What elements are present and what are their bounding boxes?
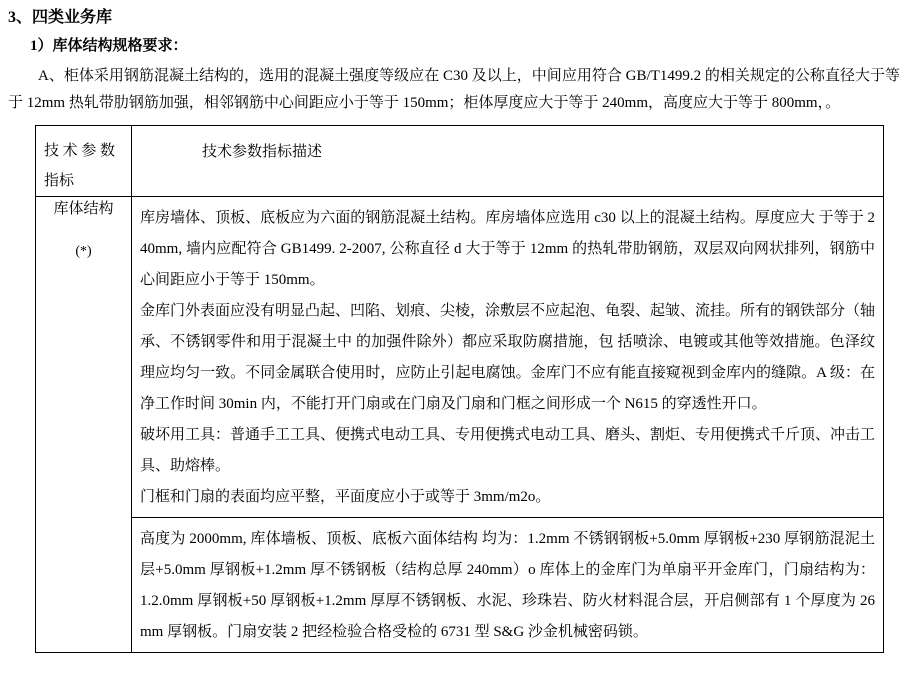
requirement-paragraph: 破坏用工具：普通手工工具、便携式电动工具、专用便携式电动工具、磨头、割炬、专用便携式千斤顶、冲击工具、助熔棒。 xyxy=(140,427,876,474)
requirement-paragraph: 金库门外表面应没有明显凸起、凹陷、划痕、尖棱，涂敷层不应起泡、龟裂、起皱、流挂。所有的钢铁部分（轴承、不锈钢零件和用于混凝土中 的加强件除外）都应采取防腐措施，包 括喷涂、电镀或其他等效措施。色泽纹理应均匀一致。不同金属联合使用时，应防止引起电腐蚀。金库门不应有能直接窥视到金库内的缝隙。A 级：在净工作时间 30min 内，不能打开门扇或在门扇及门扇和门框之间形成一个 N615 的穿透性开口。 xyxy=(140,303,876,412)
section-title: 3、四类业务库 xyxy=(8,9,113,26)
table-header-row xyxy=(36,126,884,197)
structure-requirements-cell xyxy=(132,197,884,518)
intro-paragraph: A、柜体采用钢筋混凝土结构的，选用的混凝土强度等级应在 C30 及以上，中间应用符合 GB/T1499.2 的相关规定的公称直径大于等于 12mm 热轧带肋钢筋加强，相邻钢筋中心间距应小于等于 150mm；柜体厚度应大于等于 240mm，高度应大于等于 800mm，。 xyxy=(8,68,900,111)
dimension-spec-cell xyxy=(132,518,884,653)
table-row-structure xyxy=(36,197,884,518)
section-subtitle: 1）库体结构规格要求： xyxy=(30,38,188,54)
table-row-dimensions xyxy=(36,518,884,653)
header-cell-desc: 技术参数指标描述 xyxy=(132,126,884,197)
requirement-paragraph: 门框和门扇的表面均应平整，平面度应小于或等于 3mm/m2o。 xyxy=(140,489,551,505)
row-label: 库体结构 xyxy=(53,201,114,217)
header-cell-param: 技术参数指标 xyxy=(36,126,132,197)
requirement-paragraph: 高度为 2000mm, 库体墙板、顶板、底板六面体结构 均为：1.2mm 不锈钢钢板+5.0mm 厚钢板+230 厚钢筋混泥土层+5.0mm 厚钢板+1.2mm 厚不锈钢板（结构总厚 240mm）o 库体上的金库门为单扇平开金库门，门扇结构为：1.2.0mm 厚钢板+50 厚钢板+1.2mm 厚厚不锈钢板、水泥、珍珠岩、防火材料混合层，开启侧部有 1 个厚度为 26mm 厚钢板。门扇安装 2 把经检验合格受检的 6731 型 S&G 沙金机械密码锁。 xyxy=(140,531,875,640)
row-label-note: (*) xyxy=(75,244,92,259)
requirement-paragraph: 库房墙体、顶板、底板应为六面的钢筋混凝土结构。库房墙体应选用 c30 以上的混凝土结构。厚度应大 于等于 240mm, 墙内应配符合 GB1499. 2-2007, 公称直径 d 大于等于 12mm 的热轧带肋钢筋，双层双向网状排列，钢筋中心间距应小于等于 150mm。 xyxy=(140,210,875,288)
row-label-cell xyxy=(36,197,132,653)
spec-table xyxy=(35,125,884,653)
